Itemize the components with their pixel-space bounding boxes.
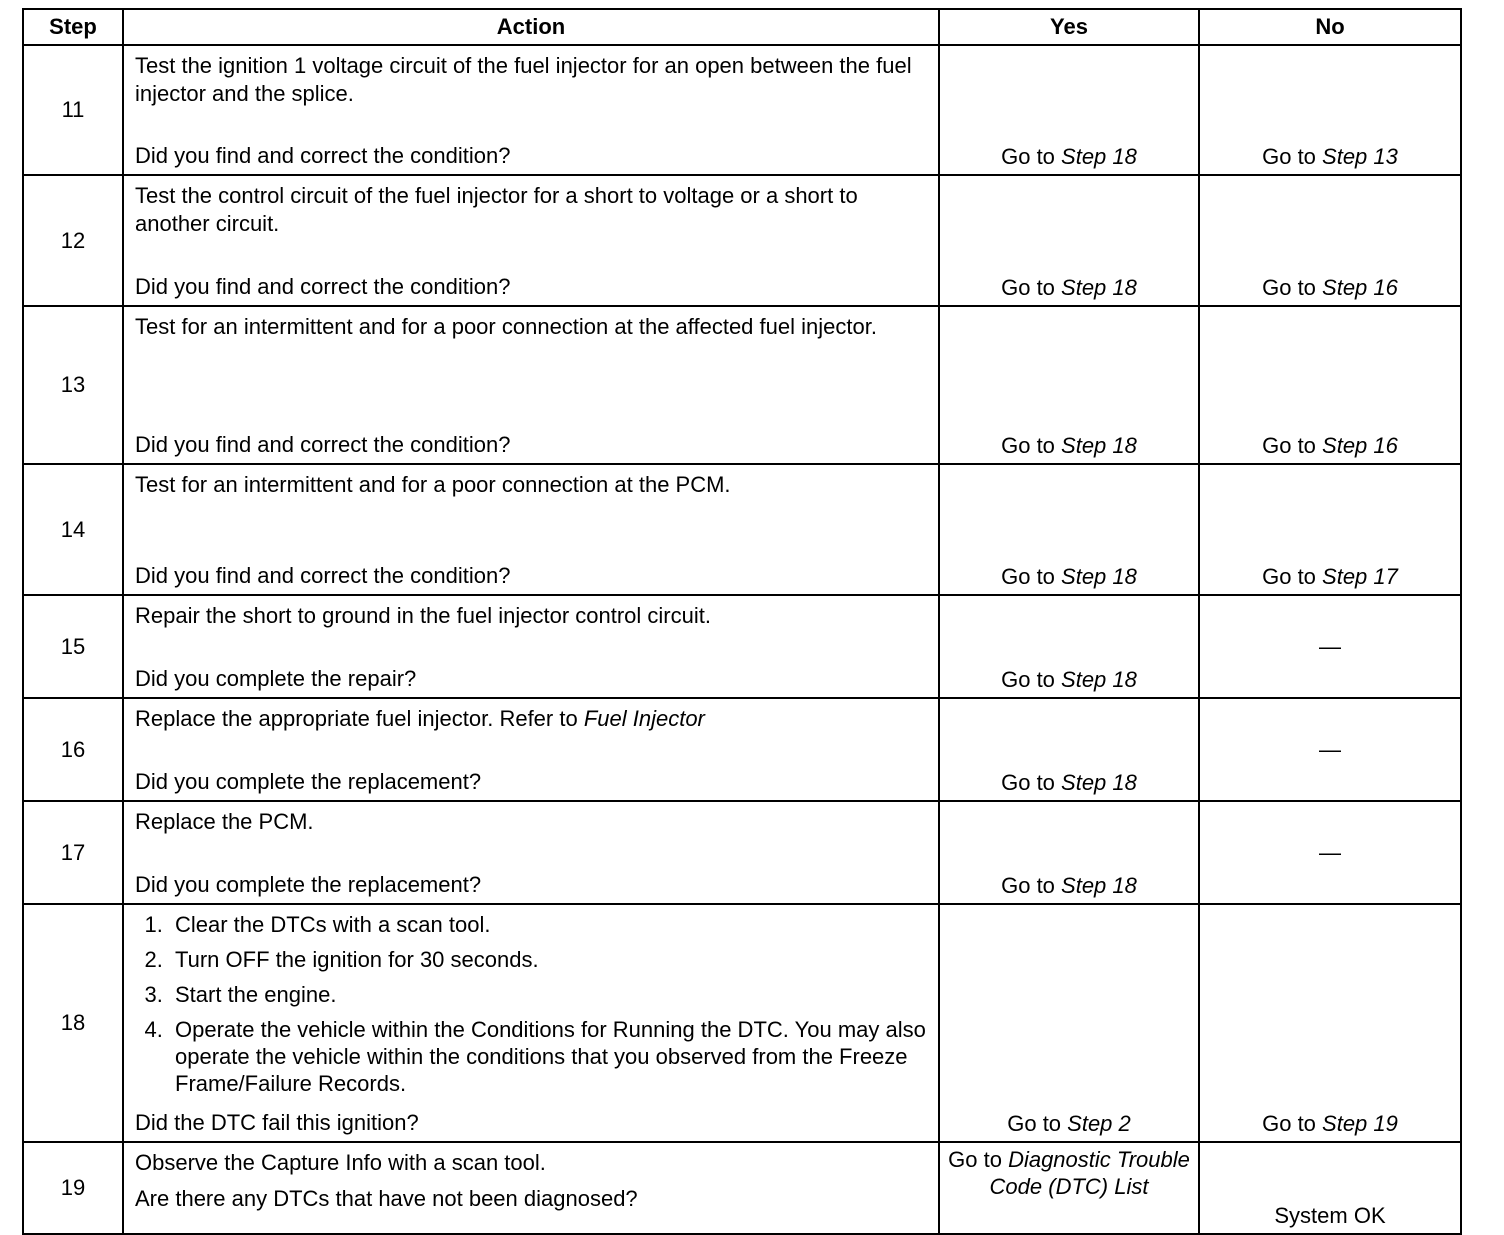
table-row (23, 801, 1461, 904)
table-row (23, 698, 1461, 801)
yes-cell: Go to Step 18 (939, 45, 1199, 175)
action-text: Replace the appropriate fuel injector. Refer to Fuel Injector (135, 706, 705, 731)
step-number: 16 (23, 698, 123, 801)
dtc-list-ref: Diagnostic Trouble Code (DTC) List (989, 1147, 1190, 1199)
step-number: 11 (23, 45, 123, 175)
no-step-ref: Step 16 (1322, 433, 1398, 458)
action-question: Did the DTC fail this ignition? (135, 1110, 419, 1135)
no-cell: System OK (1199, 1142, 1461, 1234)
action-question: Are there any DTCs that have not been diagnosed? (135, 1186, 638, 1211)
yes-step-ref: Step 2 (1067, 1111, 1131, 1136)
table-row (23, 1142, 1461, 1234)
header-step: Step (23, 9, 123, 45)
table-row (23, 45, 1461, 175)
header-yes: Yes (939, 9, 1199, 45)
table-row (23, 175, 1461, 306)
action-question: Did you find and correct the condition? (135, 143, 511, 168)
table-row (23, 464, 1461, 595)
action-cell (123, 464, 939, 595)
no-cell: — (1199, 595, 1461, 698)
list-item: 4. Operate the vehicle within the Conditions for Running the DTC. You may also operate the vehicle within the conditions that you observed from the Freeze Frame/Failure Records. (169, 1016, 928, 1097)
header-row (23, 9, 1461, 45)
step-number: 18 (23, 904, 123, 1142)
no-cell: — (1199, 801, 1461, 904)
table-row (23, 306, 1461, 464)
action-question: Did you find and correct the condition? (135, 274, 511, 299)
action-question: Did you complete the replacement? (135, 872, 482, 897)
yes-cell: Go to Diagnostic Trouble Code (DTC) List (939, 1142, 1199, 1234)
yes-cell: Go to Step 18 (939, 698, 1199, 801)
yes-cell: Go to Step 18 (939, 175, 1199, 306)
no-cell: Go to Step 19 (1199, 904, 1461, 1142)
step-number: 17 (23, 801, 123, 904)
action-text: Test the control circuit of the fuel injector for a short to voltage or a short to another circuit. (135, 183, 858, 236)
action-cell (123, 904, 939, 1142)
action-text: Repair the short to ground in the fuel injector control circuit. (135, 603, 711, 628)
table-row (23, 595, 1461, 698)
step-number: 13 (23, 306, 123, 464)
list-item: 1. Clear the DTCs with a scan tool. (169, 911, 928, 938)
yes-step-ref: Step 18 (1061, 873, 1137, 898)
no-cell: Go to Step 16 (1199, 306, 1461, 464)
no-step-ref: Step 16 (1322, 275, 1398, 300)
fuel-injector-ref: Fuel Injector (583, 706, 705, 731)
no-step-ref: Step 17 (1322, 564, 1398, 589)
header-no: No (1199, 9, 1461, 45)
diagnostic-table (22, 8, 1462, 1235)
yes-step-ref: Step 18 (1061, 667, 1137, 692)
action-cell (123, 801, 939, 904)
step-number: 15 (23, 595, 123, 698)
yes-cell: Go to Step 2 (939, 904, 1199, 1142)
step-number: 12 (23, 175, 123, 306)
action-text: Test for an intermittent and for a poor connection at the affected fuel injector. (135, 314, 877, 339)
no-cell: Go to Step 17 (1199, 464, 1461, 595)
list-item: 2. Turn OFF the ignition for 30 seconds. (169, 946, 928, 973)
action-text: Test for an intermittent and for a poor connection at the PCM. (135, 472, 731, 497)
step-number: 19 (23, 1142, 123, 1234)
action-cell (123, 1142, 939, 1234)
yes-step-ref: Step 18 (1061, 564, 1137, 589)
action-cell (123, 45, 939, 175)
yes-step-ref: Step 18 (1061, 433, 1137, 458)
yes-step-ref: Step 18 (1061, 275, 1137, 300)
action-question: Did you find and correct the condition? (135, 432, 511, 457)
action-cell (123, 175, 939, 306)
table-row (23, 904, 1461, 1142)
no-cell: Go to Step 16 (1199, 175, 1461, 306)
action-text: Test the ignition 1 voltage circuit of the fuel injector for an open between the fuel injector and the splice. (135, 53, 912, 106)
no-cell: Go to Step 13 (1199, 45, 1461, 175)
action-cell (123, 306, 939, 464)
yes-cell: Go to Step 18 (939, 306, 1199, 464)
list-item: 3. Start the engine. (169, 981, 928, 1008)
header-action: Action (123, 9, 939, 45)
step-number: 14 (23, 464, 123, 595)
action-question: Did you complete the replacement? (135, 769, 482, 794)
no-step-ref: Step 19 (1322, 1111, 1398, 1136)
yes-step-ref: Step 18 (1061, 144, 1137, 169)
yes-cell: Go to Step 18 (939, 464, 1199, 595)
no-step-ref: Step 13 (1322, 144, 1398, 169)
no-cell: — (1199, 698, 1461, 801)
action-question: Did you complete the repair? (135, 666, 417, 691)
action-cell (123, 698, 939, 801)
action-question: Did you find and correct the condition? (135, 563, 511, 588)
action-text: Observe the Capture Info with a scan tool. (135, 1150, 546, 1175)
yes-cell: Go to Step 18 (939, 801, 1199, 904)
procedure-list (135, 911, 928, 1097)
yes-cell: Go to Step 18 (939, 595, 1199, 698)
action-cell (123, 595, 939, 698)
action-text: Replace the PCM. (135, 809, 314, 834)
yes-step-ref: Step 18 (1061, 770, 1137, 795)
